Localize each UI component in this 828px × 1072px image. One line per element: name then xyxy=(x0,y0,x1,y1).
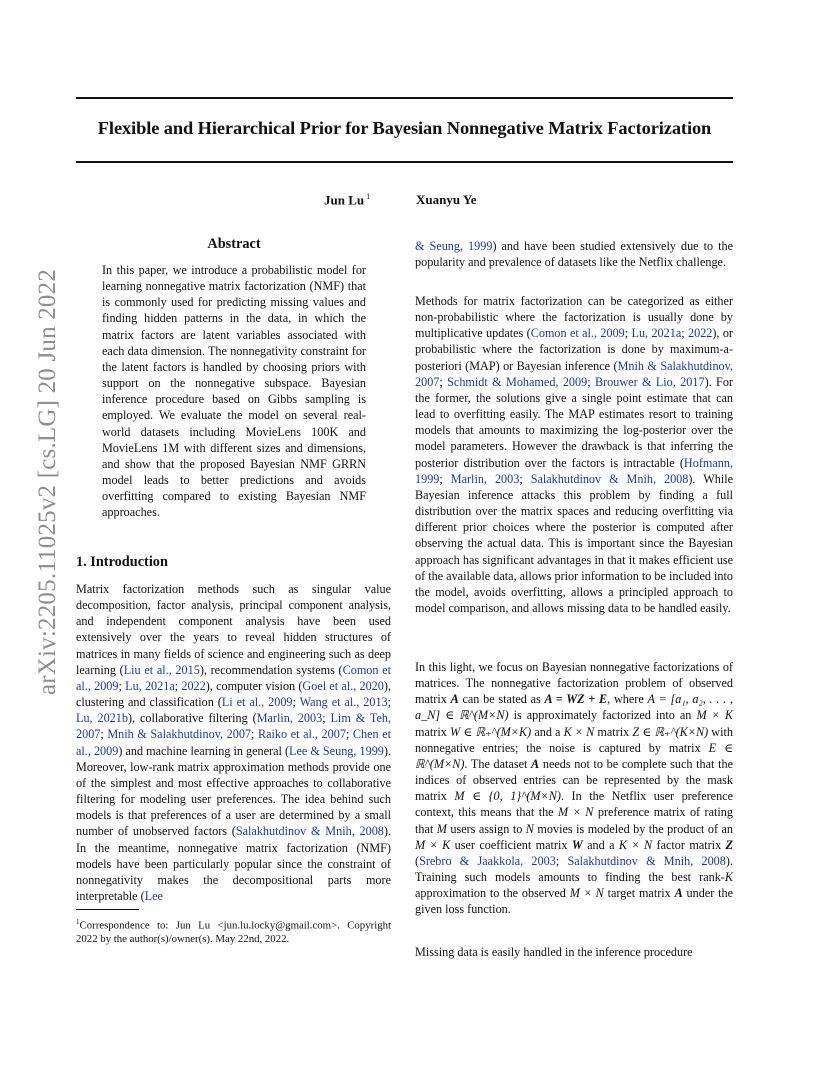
math-inline: M × K xyxy=(696,708,733,723)
text-run: matrix xyxy=(594,724,633,739)
text-run: user coefficient matrix xyxy=(450,837,572,852)
math-inline: N xyxy=(525,821,534,836)
math-inline: A xyxy=(450,692,459,707)
abstract-text: In this paper, we introduce a probabilistic model for learning nonnegative matrix factorization (NMF) that is commonly used for predicting missing values and finding hidden patterns in the data, in which the matrix factors are latent variables associated with each data dimension. The nonnegativity constraint for the latent factors is handled by choosing priors with support on the nonnegative subspace. Bayesian inference procedure based on Gibbs sampling is employed. We evaluate the model on several real-world datasets including MovieLens 100K and MovieLens 1M with different sizes and dimensions, and show that the proposed Bayesian NMF GRRN model leads to better predictions and avoids overfitting compared to existing Bayesian NMF approaches. xyxy=(102,263,366,520)
math-inline: K × N xyxy=(618,837,653,852)
text-run: ; xyxy=(439,471,451,486)
text-run: In this light, we focus on Bayesian nonnegative factorizations of matrices. The nonnegative factorization problem of observed matrix xyxy=(415,660,733,707)
citation-link[interactable]: Hofmann, 1999 xyxy=(415,455,733,486)
citation-link[interactable]: Comon et al., 2009 xyxy=(76,662,391,693)
citation-link[interactable]: Lu, 2021a xyxy=(631,326,682,341)
intro-paragraph-1 xyxy=(76,581,391,904)
title-bottom-rule xyxy=(76,161,733,163)
text-run: ). For the former, the solutions give a single point estimate that can lead to overfitting easily. The MAP estimates resort to training models that amounts to maximizing the log-posterior over the model parameters. However the drawback is that inferring the posterior distribution over the factors is intractable ( xyxy=(415,374,733,470)
citation-link[interactable]: Raiko et al., 2007 xyxy=(258,727,346,742)
text-run: target matrix xyxy=(603,886,675,901)
citation-link[interactable]: & Seung, 1999 xyxy=(415,239,493,253)
math-inline: M xyxy=(436,821,447,836)
citation-link[interactable]: Brouwer & Lio, 2017 xyxy=(594,374,705,389)
text-run: ). Moreover, low-rank matrix approximation methods provide one of the simplest and most effective approaches to collaborative filtering for modeling user preferences. The idea behind such models is that preferences of a user are determined by a small number of unobserved factors ( xyxy=(76,743,392,839)
math-inline: A xyxy=(674,886,683,901)
citation-link[interactable]: Mnih & Salakhutdinov, 2007 xyxy=(107,727,252,742)
paper-title: Flexible and Hierarchical Prior for Bayesian Nonnegative Matrix Factorization xyxy=(97,118,712,138)
text-run: ; xyxy=(587,374,595,389)
author-xuanyu-ye xyxy=(416,192,477,208)
citation-link[interactable]: Srebro & Jaakkola, 2003 xyxy=(419,853,556,868)
math-inline: M × N xyxy=(569,886,604,901)
text-run: ; xyxy=(519,471,531,486)
footnote xyxy=(76,916,391,947)
footnote-text: Correspondence to: Jun Lu <jun.lu.locky@gmail.com>. Copyright 2022 by the author(s)/owner(s). May 22nd, 2022. xyxy=(76,919,391,946)
math-inline: W ∈ ℝ₊^(M×K) xyxy=(449,724,532,739)
text-run: ; xyxy=(118,678,126,693)
math-inline: Z xyxy=(725,837,734,852)
intro-left-column xyxy=(76,581,391,904)
citation-link[interactable]: 2022 xyxy=(688,326,713,341)
text-run: ) and machine learning in general ( xyxy=(118,743,290,758)
abstract-heading: Abstract xyxy=(207,236,261,252)
text-run: movies is modeled by the product of an xyxy=(533,821,733,836)
text-run: ), or probabilistic where the factorization is done by maximum-a-posteriori (MAP) or Bayesian inference ( xyxy=(415,326,733,373)
text-run: and a xyxy=(531,724,564,739)
text-run: users assign to xyxy=(446,821,526,836)
citation-link[interactable]: Goel et al., 2020 xyxy=(302,678,384,693)
math-inline: K xyxy=(724,870,733,885)
citation-link[interactable]: Wang et al., 2013 xyxy=(299,695,388,710)
citation-link[interactable]: Liu et al., 2015 xyxy=(123,662,200,677)
text-run: . The dataset xyxy=(464,756,532,771)
text-run: ; xyxy=(292,695,300,710)
text-run: ; xyxy=(555,853,568,868)
text-run: ; xyxy=(681,326,688,341)
text-run: and a xyxy=(582,837,619,852)
footnote-rule xyxy=(76,909,139,910)
title-top-rule xyxy=(76,97,733,99)
intro-right-paragraph-2 xyxy=(415,293,733,616)
math-inline: A = WZ + E xyxy=(544,692,608,707)
citation-link[interactable]: Salakhutdinov & Mnih, 2008 xyxy=(530,471,689,486)
text-run: ). Training such models amounts to finding the best rank- xyxy=(415,853,733,885)
citation-link[interactable]: Marlin, 2003 xyxy=(450,471,520,486)
citation-link[interactable]: Lee xyxy=(144,888,163,903)
text-run: ; xyxy=(439,374,448,389)
paragraph-text: Missing data is easily handled in the inference procedure xyxy=(415,945,693,959)
math-inline: M ∈ {0, 1}^(M×N) xyxy=(454,789,561,804)
text-run: needs not to be complete such that the indices of observed entries can be represented by the mask matrix xyxy=(415,756,733,804)
citation-link[interactable]: Schmidt & Mohamed, 2009 xyxy=(447,374,588,389)
math-inline: A = [a₁, a₂, . . . , a_N] ∈ ℝ^(M×N) xyxy=(415,692,733,723)
arxiv-identifier-watermark[interactable]: arXiv:2205.11025v2 [cs.LG] 20 Jun 2022 xyxy=(34,268,61,696)
text-run: matrix xyxy=(415,724,450,739)
citation-link[interactable]: Li et al., 2009 xyxy=(221,695,293,710)
citation-link[interactable]: Lim & Teh, 2007 xyxy=(76,711,391,742)
text-run: with nonnegative entries; the noise is captured by matrix xyxy=(415,724,733,755)
citation-link[interactable]: Lu, 2021a xyxy=(125,678,175,693)
text-run: ; xyxy=(345,727,353,742)
citation-link[interactable]: Lu, 2021b xyxy=(76,711,128,726)
citation-link[interactable]: Salakhutdinov & Mnih, 2008 xyxy=(567,853,726,868)
section-heading-introduction: 1. Introduction xyxy=(76,554,168,570)
citation-link[interactable]: Marlin, 2003 xyxy=(256,711,323,726)
intro-right-paragraph-1 xyxy=(415,238,733,270)
intro-right-paragraph-4 xyxy=(415,944,733,960)
text-run: . In the Netflix user preference context, this means that the xyxy=(415,789,733,820)
author-name: Xuanyu Ye xyxy=(416,192,477,207)
citation-link[interactable]: 2022 xyxy=(181,678,206,693)
text-run: ), clustering and classification ( xyxy=(76,678,391,710)
text-run: ; xyxy=(387,695,392,710)
citation-link[interactable]: Mnih & Salakhutdinov, 2007 xyxy=(415,358,733,389)
citation-link[interactable]: Salakhutdinov & Mnih, 2008 xyxy=(235,824,384,839)
text-run: Methods for matrix factorization can be categorized as either non-probabilistic where the factorization is usually done by multiplicative updates ( xyxy=(415,294,733,341)
citation-link[interactable]: Chen et al., 2009 xyxy=(76,727,391,758)
footnote-mark: 1 xyxy=(76,918,80,926)
text-run: can be stated as xyxy=(458,692,545,707)
text-run: ; xyxy=(100,727,108,742)
text-run: ), recommendation systems ( xyxy=(199,662,343,677)
text-run: is approximately factorized into an xyxy=(508,708,697,723)
math-inline: M × N xyxy=(558,805,594,820)
abstract-body xyxy=(102,262,366,521)
text-run: , where xyxy=(607,692,648,707)
citation-link[interactable]: Lee & Seung, 1999 xyxy=(289,743,384,758)
text-run: Matrix factorization methods such as singular value decomposition, factor analysis, principal component analysis, and independent component analysis have been used extensively over the years to reveal hidden structures of matrices in many fields of science and engineering such as deep learning ( xyxy=(76,582,391,677)
text-run: ). While Bayesian inference attacks this problem by finding a full distribution over the matrix spaces and reducing overfitting via different prior choices where the posterior is computed after observing the actual data. This is important since the Bayesian approach has significant advantages in that it makes efficient use of the available data, allows prior information to be included into the model, avoids overfitting, allows a principled approach to model comparison, and allows missing data to be handled easily. xyxy=(415,471,734,615)
citation-link[interactable]: Comon et al., 2009 xyxy=(530,326,625,341)
author-footnote-mark: 1 xyxy=(366,192,371,201)
text-run: ; xyxy=(322,711,331,726)
math-inline: A xyxy=(531,756,540,771)
text-run: preference matrix of rating that xyxy=(415,805,733,836)
math-inline: Z ∈ ℝ₊^(K×N) xyxy=(632,724,709,739)
text-run: ), collaborative filtering ( xyxy=(127,711,257,726)
text-run: factor matrix xyxy=(652,837,726,852)
text-run: approximation to the observed xyxy=(415,886,570,901)
math-inline: W xyxy=(571,837,583,852)
text-run: ; xyxy=(251,727,258,742)
text-run: ). In the meantime, nonnegative matrix factorization (NMF) models have been particularly popular since the constraint of nonnegativity makes the decompositional parts more interpretable ( xyxy=(76,824,391,903)
text-run: under the given loss function. xyxy=(415,886,733,917)
author-jun-lu xyxy=(324,192,370,208)
text-run: ; xyxy=(624,326,632,341)
text-run: ), computer vision ( xyxy=(205,678,303,693)
intro-right-paragraph-3 xyxy=(415,659,733,918)
text-run: ) and have been studied extensively due to the popularity and prevalence of datasets like the Netflix challenge. xyxy=(415,239,733,270)
math-inline: M × K xyxy=(415,837,451,852)
text-run: ( xyxy=(415,853,420,868)
math-inline: K × N xyxy=(563,724,595,739)
math-inline: E ∈ ℝ^(M×N) xyxy=(415,740,733,771)
text-run: ; xyxy=(174,678,182,693)
author-name: Jun Lu xyxy=(324,192,365,208)
